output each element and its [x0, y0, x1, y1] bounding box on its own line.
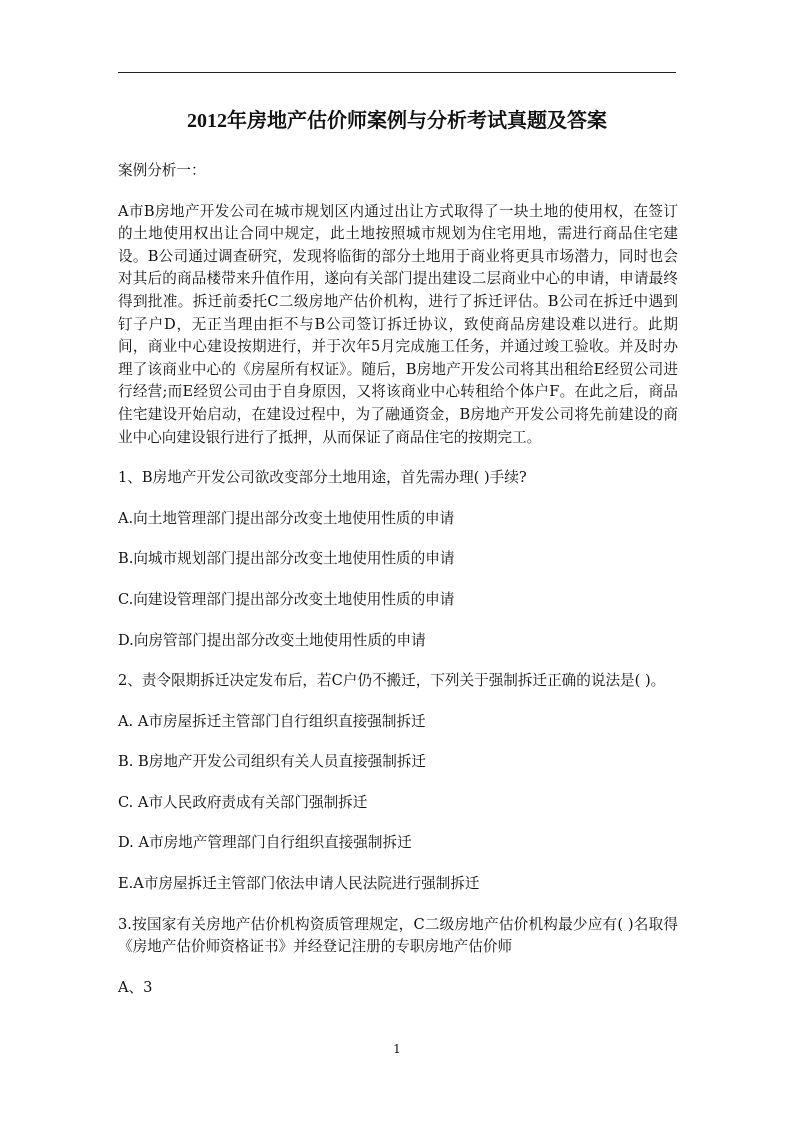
option: A. A市房屋拆迁主管部门自行组织直接强制拆迁	[118, 712, 426, 730]
header-rule	[118, 72, 676, 73]
option: E.A市房屋拆迁主管部门依法申请人民法院进行强制拆迁	[118, 875, 480, 893]
option: A、3	[118, 978, 153, 996]
option: D.向房管部门提出部分改变土地使用性质的申请	[118, 631, 426, 649]
document-title: 2012年房地产估价师案例与分析考试真题及答案	[187, 110, 607, 132]
section-heading: 案例分析一：	[118, 162, 206, 179]
case-paragraph: A市B房地产开发公司在城市规划区内通过出让方式取得了一块土地的使用权，在签订的土地使用权出让合同中规定，此土地按照城市规划为住宅用地，需进行商品住宅建设。B公司通过调查研究，发现将临街的部分土地用于商业将更具市场潜力，同时也会对其后的商品楼带来升值作用，遂向有关部门提出建设二层商业中心的申请，申请最终得到批准。拆迁前委托C二级房地产估价机构，进行了拆迁评估。B公司在拆迁中遇到钉子户D，无正当理由拒不与B公司签订拆迁协议，致使商品房建设难以进行。此期间，商业中心建设按期进行，并于次年5月完成施工任务，并通过竣工验收。并及时办理了该商业中心的《房屋所有权证》。随后，B房地产开发公司将其出租给E经贸公司进行经营;而E经贸公司由于自身原因，又将该商业中心转租给个体户F。在此之后，商品住宅建设开始启动，在建设过程中，为了融通资金，B房地产开发公司将先前建设的商业中心向建设银行进行了抵押，从而保证了商品住宅的按期完工。	[118, 202, 678, 446]
option: B. B房地产开发公司组织有关人员直接强制拆迁	[118, 753, 427, 771]
option: A.向土地管理部门提出部分改变土地使用性质的申请	[118, 509, 455, 527]
question-1: 1、B房地产开发公司欲改变部分土地用途，首先需办理( )手续?	[118, 469, 527, 487]
document-body	[118, 160, 678, 1017]
page-number: 1	[393, 1042, 401, 1056]
question-3: 3.按国家有关房地产估价机构资质管理规定，C二级房地产估价机构最少应有( )名取得《房地产估价师资格证书》并经登记注册的专职房地产估价师	[118, 915, 678, 956]
option: C.向建设管理部门提出部分改变土地使用性质的申请	[118, 590, 455, 608]
option: B.向城市规划部门提出部分改变土地使用性质的申请	[118, 550, 455, 568]
option: C. A市人民政府责成有关部门强制拆迁	[118, 793, 368, 811]
option: D. A市房地产管理部门自行组织直接强制拆迁	[118, 834, 412, 852]
question-2: 2、责令限期拆迁决定发布后，若C户仍不搬迁，下列关于强制拆迁正确的说法是( )。	[118, 672, 666, 690]
